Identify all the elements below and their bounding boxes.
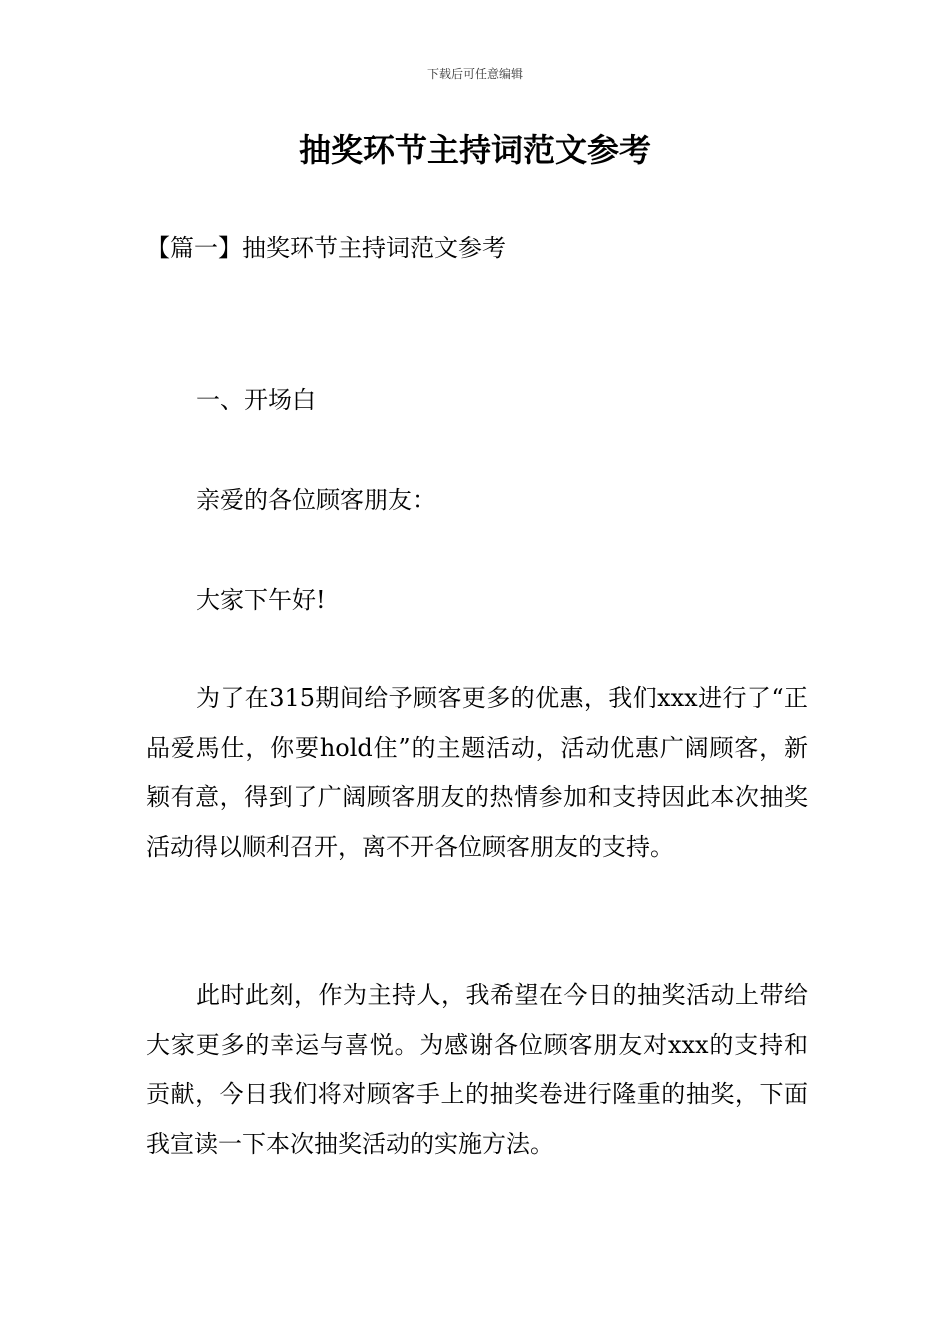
- section-heading: 【篇一】抽奖环节主持词范文参考: [146, 234, 506, 262]
- paragraph-opening: 一、开场白: [196, 386, 316, 414]
- document-title: 抽奖环节主持词范文参考: [298, 131, 651, 169]
- paragraph-body-1: 为了在315期间给予顾客更多的优惠，我们xxx进行了“正品爱馬仕，你要hold住”的主题活动，活动优惠广阔顾客，新颖有意，得到了广阔顾客朋友的热情参加和支持因此本次抽奖活动得以顺利召开，离不开各位顾客朋友的支持。: [146, 684, 808, 861]
- paragraph-body-2: 此时此刻，作为主持人，我希望在今日的抽奖活动上带给大家更多的幸运与喜悦。为感谢各位顾客朋友对xxx的支持和贡献，今日我们将对顾客手上的抽奖卷进行隆重的抽奖，下面我宣读一下本次抽奖活动的实施方法。: [146, 981, 808, 1158]
- header-note: 下载后可任意编辑: [426, 67, 523, 81]
- paragraph-greeting: 亲爱的各位顾客朋友：: [196, 486, 436, 514]
- paragraph-hello: 大家下午好!: [196, 586, 326, 614]
